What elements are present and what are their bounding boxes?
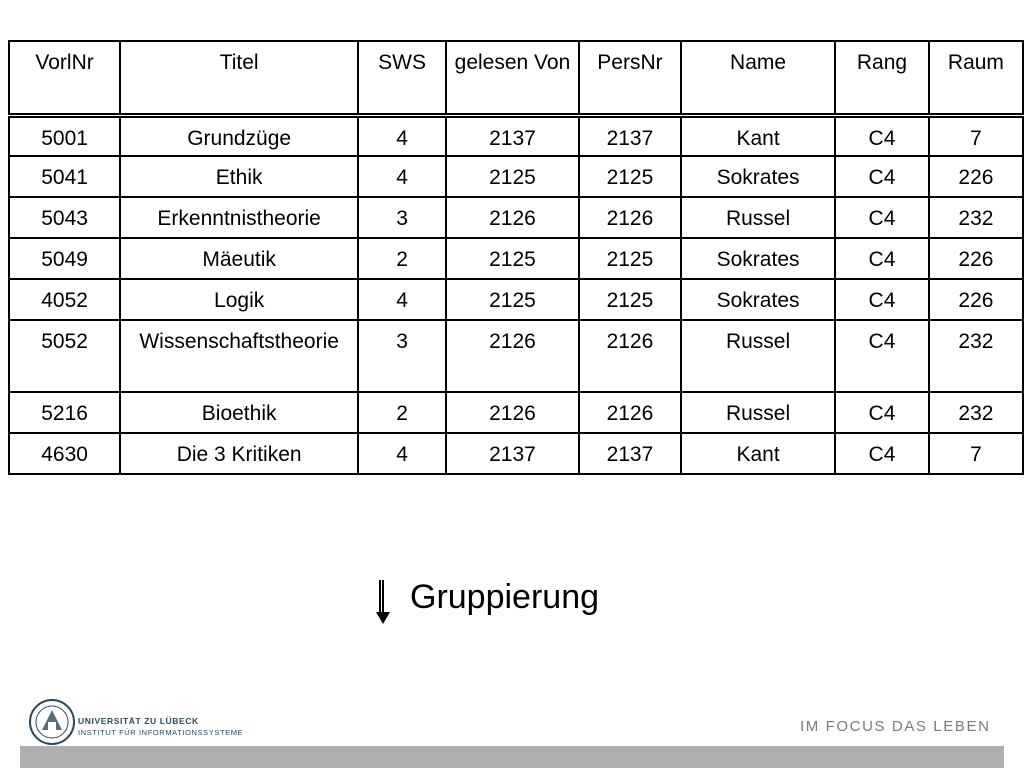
cell-gelesen-von: 2137 xyxy=(446,433,579,474)
cell-rang: C4 xyxy=(835,197,929,238)
header-gelesen-von: gelesen Von xyxy=(446,41,579,115)
cell-vorlnr: 5052 xyxy=(9,320,120,392)
cell-name: Russel xyxy=(681,320,835,392)
cell-persnr: 2125 xyxy=(579,279,681,320)
cell-persnr: 2126 xyxy=(579,197,681,238)
cell-gelesen-von: 2125 xyxy=(446,279,579,320)
cell-rang: C4 xyxy=(835,156,929,197)
cell-raum: 232 xyxy=(929,197,1023,238)
cell-sws: 4 xyxy=(358,279,446,320)
cell-name: Kant xyxy=(681,115,835,156)
lectures-table xyxy=(8,40,1024,475)
cell-vorlnr: 4052 xyxy=(9,279,120,320)
cell-persnr: 2126 xyxy=(579,392,681,433)
cell-raum: 226 xyxy=(929,279,1023,320)
cell-name: Russel xyxy=(681,197,835,238)
cell-titel: Logik xyxy=(120,279,358,320)
table-row xyxy=(9,392,1023,433)
cell-raum: 226 xyxy=(929,238,1023,279)
table-row xyxy=(9,238,1023,279)
table-row xyxy=(9,115,1023,156)
cell-gelesen-von: 2125 xyxy=(446,238,579,279)
cell-rang: C4 xyxy=(835,392,929,433)
header-vorlnr: VorlNr xyxy=(9,41,120,115)
header-titel: Titel xyxy=(120,41,358,115)
header-persnr: PersNr xyxy=(579,41,681,115)
footer-bar xyxy=(20,746,1004,768)
cell-rang: C4 xyxy=(835,320,929,392)
cell-rang: C4 xyxy=(835,433,929,474)
cell-sws: 2 xyxy=(358,238,446,279)
cell-sws: 3 xyxy=(358,197,446,238)
cell-name: Sokrates xyxy=(681,279,835,320)
table-row xyxy=(9,197,1023,238)
cell-name: Russel xyxy=(681,392,835,433)
down-arrow-icon xyxy=(376,580,390,626)
cell-name: Kant xyxy=(681,433,835,474)
cell-rang: C4 xyxy=(835,238,929,279)
cell-vorlnr: 5001 xyxy=(9,115,120,156)
cell-persnr: 2125 xyxy=(579,156,681,197)
cell-persnr: 2137 xyxy=(579,115,681,156)
university-seal-icon xyxy=(28,698,76,746)
cell-vorlnr: 5049 xyxy=(9,238,120,279)
cell-titel: Erkenntnistheorie xyxy=(120,197,358,238)
cell-persnr: 2137 xyxy=(579,433,681,474)
header-raum: Raum xyxy=(929,41,1023,115)
cell-sws: 4 xyxy=(358,156,446,197)
cell-titel: Bioethik xyxy=(120,392,358,433)
table-row xyxy=(9,320,1023,392)
cell-persnr: 2126 xyxy=(579,320,681,392)
cell-vorlnr: 5041 xyxy=(9,156,120,197)
cell-raum: 7 xyxy=(929,433,1023,474)
cell-raum: 7 xyxy=(929,115,1023,156)
cell-titel: Die 3 Kritiken xyxy=(120,433,358,474)
cell-rang: C4 xyxy=(835,115,929,156)
cell-gelesen-von: 2126 xyxy=(446,320,579,392)
table-row xyxy=(9,156,1023,197)
cell-gelesen-von: 2125 xyxy=(446,156,579,197)
institute-name: INSTITUT FÜR INFORMATIONSSYSTEME xyxy=(78,728,244,737)
cell-name: Sokrates xyxy=(681,156,835,197)
cell-sws: 2 xyxy=(358,392,446,433)
cell-vorlnr: 4630 xyxy=(9,433,120,474)
header-rang: Rang xyxy=(835,41,929,115)
lectures-table-container xyxy=(8,40,1024,475)
cell-sws: 3 xyxy=(358,320,446,392)
cell-titel: Grundzüge xyxy=(120,115,358,156)
cell-sws: 4 xyxy=(358,433,446,474)
header-sws: SWS xyxy=(358,41,446,115)
header-name: Name xyxy=(681,41,835,115)
cell-vorlnr: 5216 xyxy=(9,392,120,433)
cell-titel: Ethik xyxy=(120,156,358,197)
cell-persnr: 2125 xyxy=(579,238,681,279)
operation-label: Gruppierung xyxy=(410,578,600,616)
slogan: IM FOCUS DAS LEBEN xyxy=(800,718,991,735)
cell-name: Sokrates xyxy=(681,238,835,279)
cell-titel: Mäeutik xyxy=(120,238,358,279)
university-name: UNIVERSITÄT ZU LÜBECK xyxy=(78,716,199,726)
cell-raum: 226 xyxy=(929,156,1023,197)
table-row xyxy=(9,433,1023,474)
cell-gelesen-von: 2137 xyxy=(446,115,579,156)
cell-vorlnr: 5043 xyxy=(9,197,120,238)
cell-sws: 4 xyxy=(358,115,446,156)
table-row xyxy=(9,279,1023,320)
table-header-row xyxy=(9,41,1023,115)
cell-gelesen-von: 2126 xyxy=(446,392,579,433)
cell-raum: 232 xyxy=(929,320,1023,392)
cell-titel: Wissenschaftstheorie xyxy=(120,320,358,392)
cell-gelesen-von: 2126 xyxy=(446,197,579,238)
cell-raum: 232 xyxy=(929,392,1023,433)
cell-rang: C4 xyxy=(835,279,929,320)
